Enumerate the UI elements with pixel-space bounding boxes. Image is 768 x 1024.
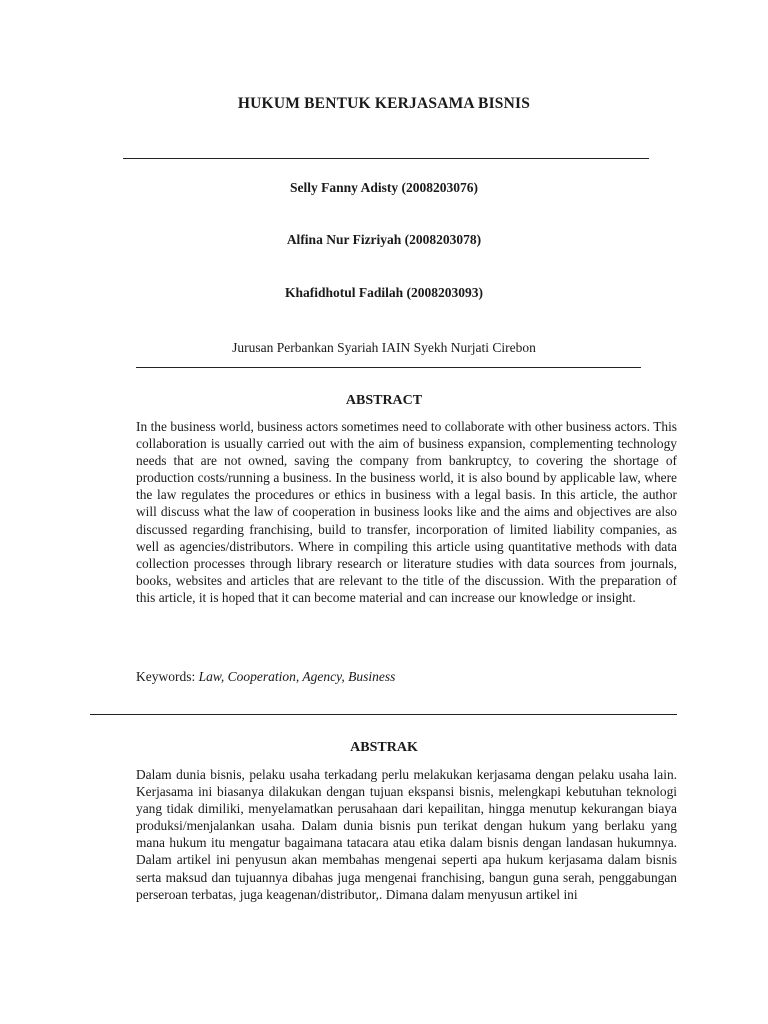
- author-2: Alfina Nur Fizriyah (2008203078): [286, 232, 482, 247]
- title-divider: [123, 158, 649, 159]
- abstrak-text: Dalam dunia bisnis, pelaku usaha terkadang perlu melakukan kerjasama dengan pelaku usaha lain. Kerjasama ini biasanya dilakukan dengan tujuan ekspansi bisnis, melengkapi kebutuhan teknologi yang tidak dimiliki, menyelamatkan perusahaan dari kepailitan, hingga menutup kekurangan biaya produksi/menjalankan usaha. Dalam dunia bisnis pun terikat dengan hukum yang berlaku yang mana hukum itu mengatur bagaimana tatacara atau etika dalam bisnis dengan landasan hukumnya. Dalam artikel ini penyusun akan membahas mengenai seperti apa hukum kerjasama dalam bisnis serta maksud dan tujuannya dibahas juga mengenai franchising, bangun guna serah, penggabungan perseroan terbatas, juga keagenan/distributor,. Dimana dalam menyusun artikel ini: [136, 767, 677, 902]
- affiliation-divider: [136, 367, 641, 368]
- abstract-heading: ABSTRACT: [345, 393, 423, 408]
- keywords-value: Law, Cooperation, Agency, Business: [198, 669, 396, 684]
- paper-title: HUKUM BENTUK KERJASAMA BISNIS: [237, 95, 531, 112]
- author-3: Khafidhotul Fadilah (2008203093): [284, 285, 484, 300]
- abstrak-heading: ABSTRAK: [350, 740, 418, 755]
- section-divider: [90, 714, 677, 715]
- affiliation: Jurusan Perbankan Syariah IAIN Syekh Nurjati Cirebon: [232, 340, 536, 355]
- abstract-text: In the business world, business actors sometimes need to collaborate with other business actors. This collaboration is usually carried out with the aim of business expansion, complementing technology needs that are not owned, saving the company from bankruptcy, to covering the shortage of production costs/running a business. In the business world, it is also bound by applicable law, where the law regulates the procedures or ethics in business with a legal basis. In this article, the author will discuss what the law of cooperation in business looks like and the aims and objectives are also discussed regarding franchising, build to transfer, incorporation of limited liability companies, as well as agencies/distributors. Where in compiling this article using quantitative methods with data collection processes through library research or literature studies with data sources from journals, books, websites and articles that are relevant to the title of the discussion. With the preparation of this article, it is hoped that it can become material and can increase our knowledge or insight.: [136, 419, 677, 605]
- keywords-line: [136, 669, 395, 685]
- author-1: Selly Fanny Adisty (2008203076): [290, 180, 478, 195]
- keywords-label: Keywords:: [136, 669, 199, 684]
